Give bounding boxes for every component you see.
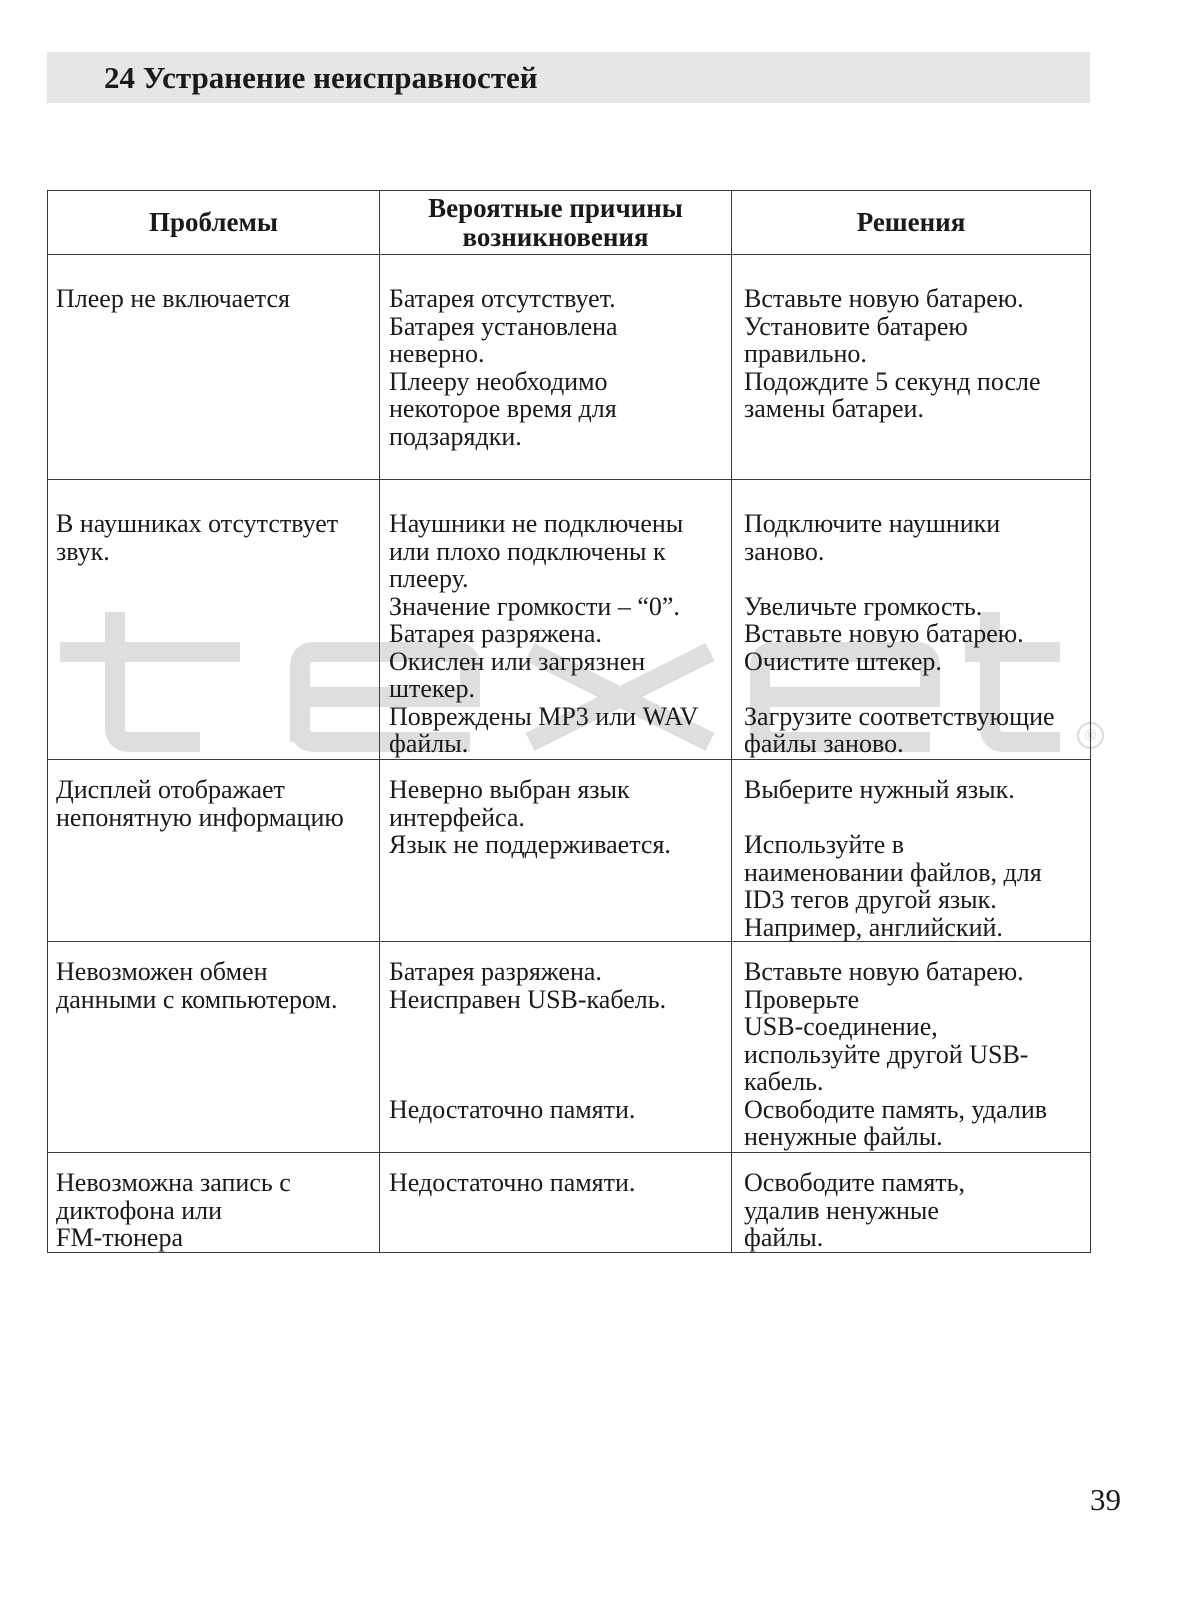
cell-line: FM-тюнера: [56, 1223, 184, 1252]
cell-line: Батарея установлена: [389, 311, 618, 341]
cell-line: ID3 тегов другой язык.: [744, 885, 997, 914]
cell-line: В наушниках отсутствует: [56, 509, 339, 538]
cell-line: Язык не поддерживается.: [389, 830, 671, 859]
cell-line: Невозможен обмен: [56, 957, 268, 986]
cell-line: используйте другой USB-: [744, 1039, 1029, 1069]
table-body: [48, 255, 1091, 1253]
cell-line: Наушники не подключены: [389, 509, 684, 538]
cell-line: Батарея разряжена.: [389, 619, 602, 648]
problem-cell: [48, 1153, 380, 1253]
cell-line: [389, 1013, 731, 1041]
section-title: 24 Устранение неисправностей: [104, 60, 538, 95]
cell-line: заново.: [744, 536, 825, 566]
problem-cell: [48, 480, 380, 760]
problem-cell: [48, 255, 380, 480]
problem-cell: [48, 942, 380, 1153]
cell-line: непонятную информацию: [56, 802, 344, 832]
cell-line: Неисправен USB-кабель.: [389, 984, 667, 1014]
section-header: [47, 52, 1090, 103]
cause-cell: [380, 942, 732, 1153]
table-row: [48, 480, 1091, 760]
cell-line: кабель.: [744, 1067, 824, 1096]
cell-line: [389, 1041, 731, 1069]
cell-line: [744, 804, 1090, 832]
solution-cell: [732, 1153, 1091, 1253]
cell-line: Дисплей отображает: [56, 775, 285, 804]
cell-line: Освободите память, удалив: [744, 1094, 1048, 1124]
header-causes-line2: возникновения: [462, 221, 649, 252]
cell-line: Недостаточно памяти.: [389, 1168, 636, 1197]
cell-line: Невозможна запись с: [56, 1168, 291, 1197]
cell-line: некоторое время для: [389, 394, 617, 423]
solution-cell: [732, 255, 1091, 480]
header-causes-line1: Вероятные причины: [428, 192, 683, 223]
cell-line: плееру.: [389, 564, 469, 593]
cell-line: [744, 565, 1090, 593]
cell-line: удалив ненужные: [744, 1195, 939, 1225]
header-problems: Проблемы: [48, 191, 380, 255]
table-row: [48, 255, 1091, 480]
cell-line: файлы.: [744, 1223, 824, 1252]
cell-line: Вставьте новую батарею.: [744, 619, 1024, 648]
cell-line: штекер.: [389, 674, 475, 703]
cell-line: Подключите наушники: [744, 509, 1001, 538]
cell-line: замены батареи.: [744, 394, 924, 423]
cause-cell: [380, 255, 732, 480]
cell-line: Например, английский.: [744, 912, 1003, 942]
cell-line: Вставьте новую батарею.: [744, 284, 1024, 313]
solution-cell: [732, 480, 1091, 760]
troubleshooting-table: [47, 190, 1091, 1253]
cell-line: файлы.: [389, 729, 469, 758]
cell-line: диктофона или: [56, 1195, 223, 1225]
cell-line: Выберите нужный язык.: [744, 775, 1015, 804]
cell-line: Плееру необходимо: [389, 366, 608, 396]
problem-cell: [48, 760, 380, 942]
registered-mark: ®: [1077, 722, 1104, 749]
page-number: 39: [1090, 1482, 1121, 1517]
cell-line: наименовании файлов, для: [744, 857, 1042, 887]
cell-line: Окислен или загрязнен: [389, 646, 646, 676]
cell-line: неверно.: [389, 339, 485, 368]
cause-cell: [380, 760, 732, 942]
cell-line: Загрузите соответствующие: [744, 701, 1055, 731]
cell-line: файлы заново.: [744, 729, 904, 758]
cell-line: Повреждены MP3 или WAV: [389, 701, 699, 731]
cell-line: Батарея отсутствует.: [389, 284, 616, 313]
cell-line: Проверьте: [744, 984, 860, 1014]
cell-line: USB-соединение,: [744, 1012, 938, 1041]
cell-line: Установите батарею: [744, 311, 968, 341]
cell-line: или плохо подключены к: [389, 536, 666, 566]
cell-line: Неверно выбран язык: [389, 775, 630, 804]
cell-line: правильно.: [744, 339, 867, 368]
cell-line: ненужные файлы.: [744, 1122, 943, 1151]
cell-line: Недостаточно памяти.: [389, 1094, 636, 1124]
cell-line: Вставьте новую батарею.: [744, 957, 1024, 986]
cell-line: подзарядки.: [389, 421, 522, 451]
header-causes: [380, 191, 732, 255]
cause-cell: [380, 1153, 732, 1253]
table-row: [48, 760, 1091, 942]
table-row: [48, 942, 1091, 1153]
solution-cell: [732, 760, 1091, 942]
cell-line: данными с компьютером.: [56, 984, 338, 1014]
cell-line: Плеер не включается: [56, 284, 290, 313]
cell-line: [389, 1068, 731, 1096]
cell-line: Батарея разряжена.: [389, 957, 602, 986]
solution-cell: [732, 942, 1091, 1153]
cause-cell: [380, 480, 732, 760]
cell-line: Значение громкости – “0”.: [389, 591, 680, 621]
cell-line: Увеличьте громкость.: [744, 591, 983, 621]
table-row: [48, 1153, 1091, 1253]
cell-line: Освободите память,: [744, 1168, 966, 1197]
cell-line: интерфейса.: [389, 802, 525, 832]
cell-line: Очистите штекер.: [744, 646, 942, 676]
cell-line: Используйте в: [744, 830, 905, 859]
cell-line: [744, 675, 1090, 703]
table-header-row: [48, 191, 1091, 255]
cell-line: Подождите 5 секунд после: [744, 366, 1041, 396]
header-solutions: Решения: [732, 191, 1091, 255]
cell-line: звук.: [56, 536, 110, 566]
